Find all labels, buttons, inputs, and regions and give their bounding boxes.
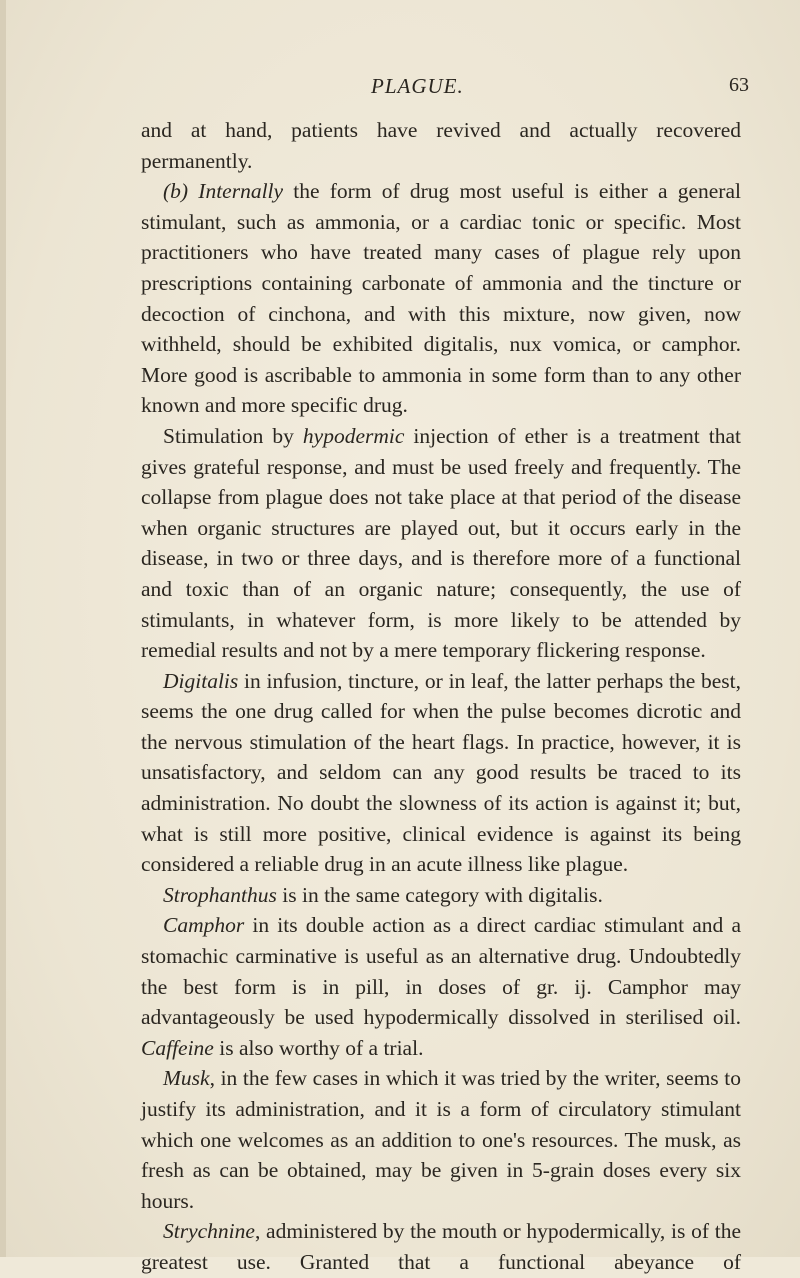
paragraph-text: the form of drug most useful is either a general stimulant, such as ammonia, or a cardiac tonic or specific. Most practitioners who have treated many cases of plague rely upon prescriptions containing carbonate of ammonia and the tincture or decoction of cinchona, and with this mixture, now given, now withheld, should be exhibited digitalis, nux vomica, or camphor. More good is ascribable to ammonia in some form than to any other known and more specific drug. [141, 179, 741, 418]
body-text [141, 115, 741, 1278]
paragraph-strophanthus [141, 880, 741, 911]
paragraph-text-2: is also worthy of a trial. [213, 1035, 424, 1060]
paragraph-strychnine [141, 1216, 741, 1277]
page-header [0, 74, 800, 104]
paragraph-internally [141, 176, 741, 421]
paragraph-text: is in the same category with digitalis. [276, 882, 603, 907]
paragraph-lead: Strychnine [163, 1219, 255, 1244]
paragraph-musk [141, 1063, 741, 1216]
paragraph-text: in its double action as a direct cardiac stimulant and a stomachic carminative is useful as an alternative drug. Undoubtedly the best form is in pill, in doses of gr. ij. Camphor may advantageously be used hypodermically dissolved in sterilised oil. [141, 913, 741, 1030]
paragraph-lead: Musk [163, 1066, 210, 1091]
paragraph-lead-2: Caffeine [141, 1035, 214, 1060]
paragraph-digitalis [141, 666, 741, 880]
paragraph-lead: Strophanthus [163, 882, 277, 907]
paragraph-emphasis: hypodermic [302, 423, 405, 448]
paragraph-text: in infusion, tincture, or in leaf, the latter perhaps the best, seems the one drug called for when the pulse becomes dicrotic and the nervous stimulation of the heart flags. In practice, however, it is unsatisfactory, and seldom can any good results be traced to its administration. No doubt the slowness of its action is against it; but, what is still more positive, clinical evidence is against its being considered a reliable drug in an acute illness like plague. [141, 668, 741, 877]
paragraph-pre: Stimulation by [163, 423, 303, 448]
running-title: PLAGUE. [371, 74, 464, 98]
paragraph-text: , administered by the mouth or hypodermically, is of the greatest use. Granted that a functional abeyance of [141, 1219, 741, 1274]
paragraph-lead: (b) Internally [163, 179, 284, 204]
page-spine-edge [0, 0, 6, 1257]
paragraph-text: , in the few cases in which it was tried by the writer, seems to justify its administration, and it is a form of circulatory stimulant which one welcomes as an addition to one's resources. The musk, as fresh as can be obtained, may be given in 5-grain doses every six hours. [141, 1066, 741, 1213]
paragraph-hypodermic [141, 421, 741, 666]
paragraph-text: and at hand, patients have revived and actually recovered permanently. [141, 118, 741, 173]
page-number: 63 [729, 74, 749, 96]
paragraph-camphor [141, 910, 741, 1063]
paragraph-lead: Digitalis [163, 668, 239, 693]
paragraph-text: injection of ether is a treatment that gives grateful response, and must be used freely and frequently. The collapse from plague does not take place at that period of the disease when organic structures are played out, but it occurs early in the disease, in two or three days, and is therefore more of a functional and toxic than of an organic nature; consequently, the use of stimulants, in whatever form, is more likely to be attended by remedial results and not by a mere temporary flickering response. [141, 423, 741, 663]
paragraph-lead: Camphor [163, 913, 245, 938]
paragraph-continuation [141, 115, 741, 176]
